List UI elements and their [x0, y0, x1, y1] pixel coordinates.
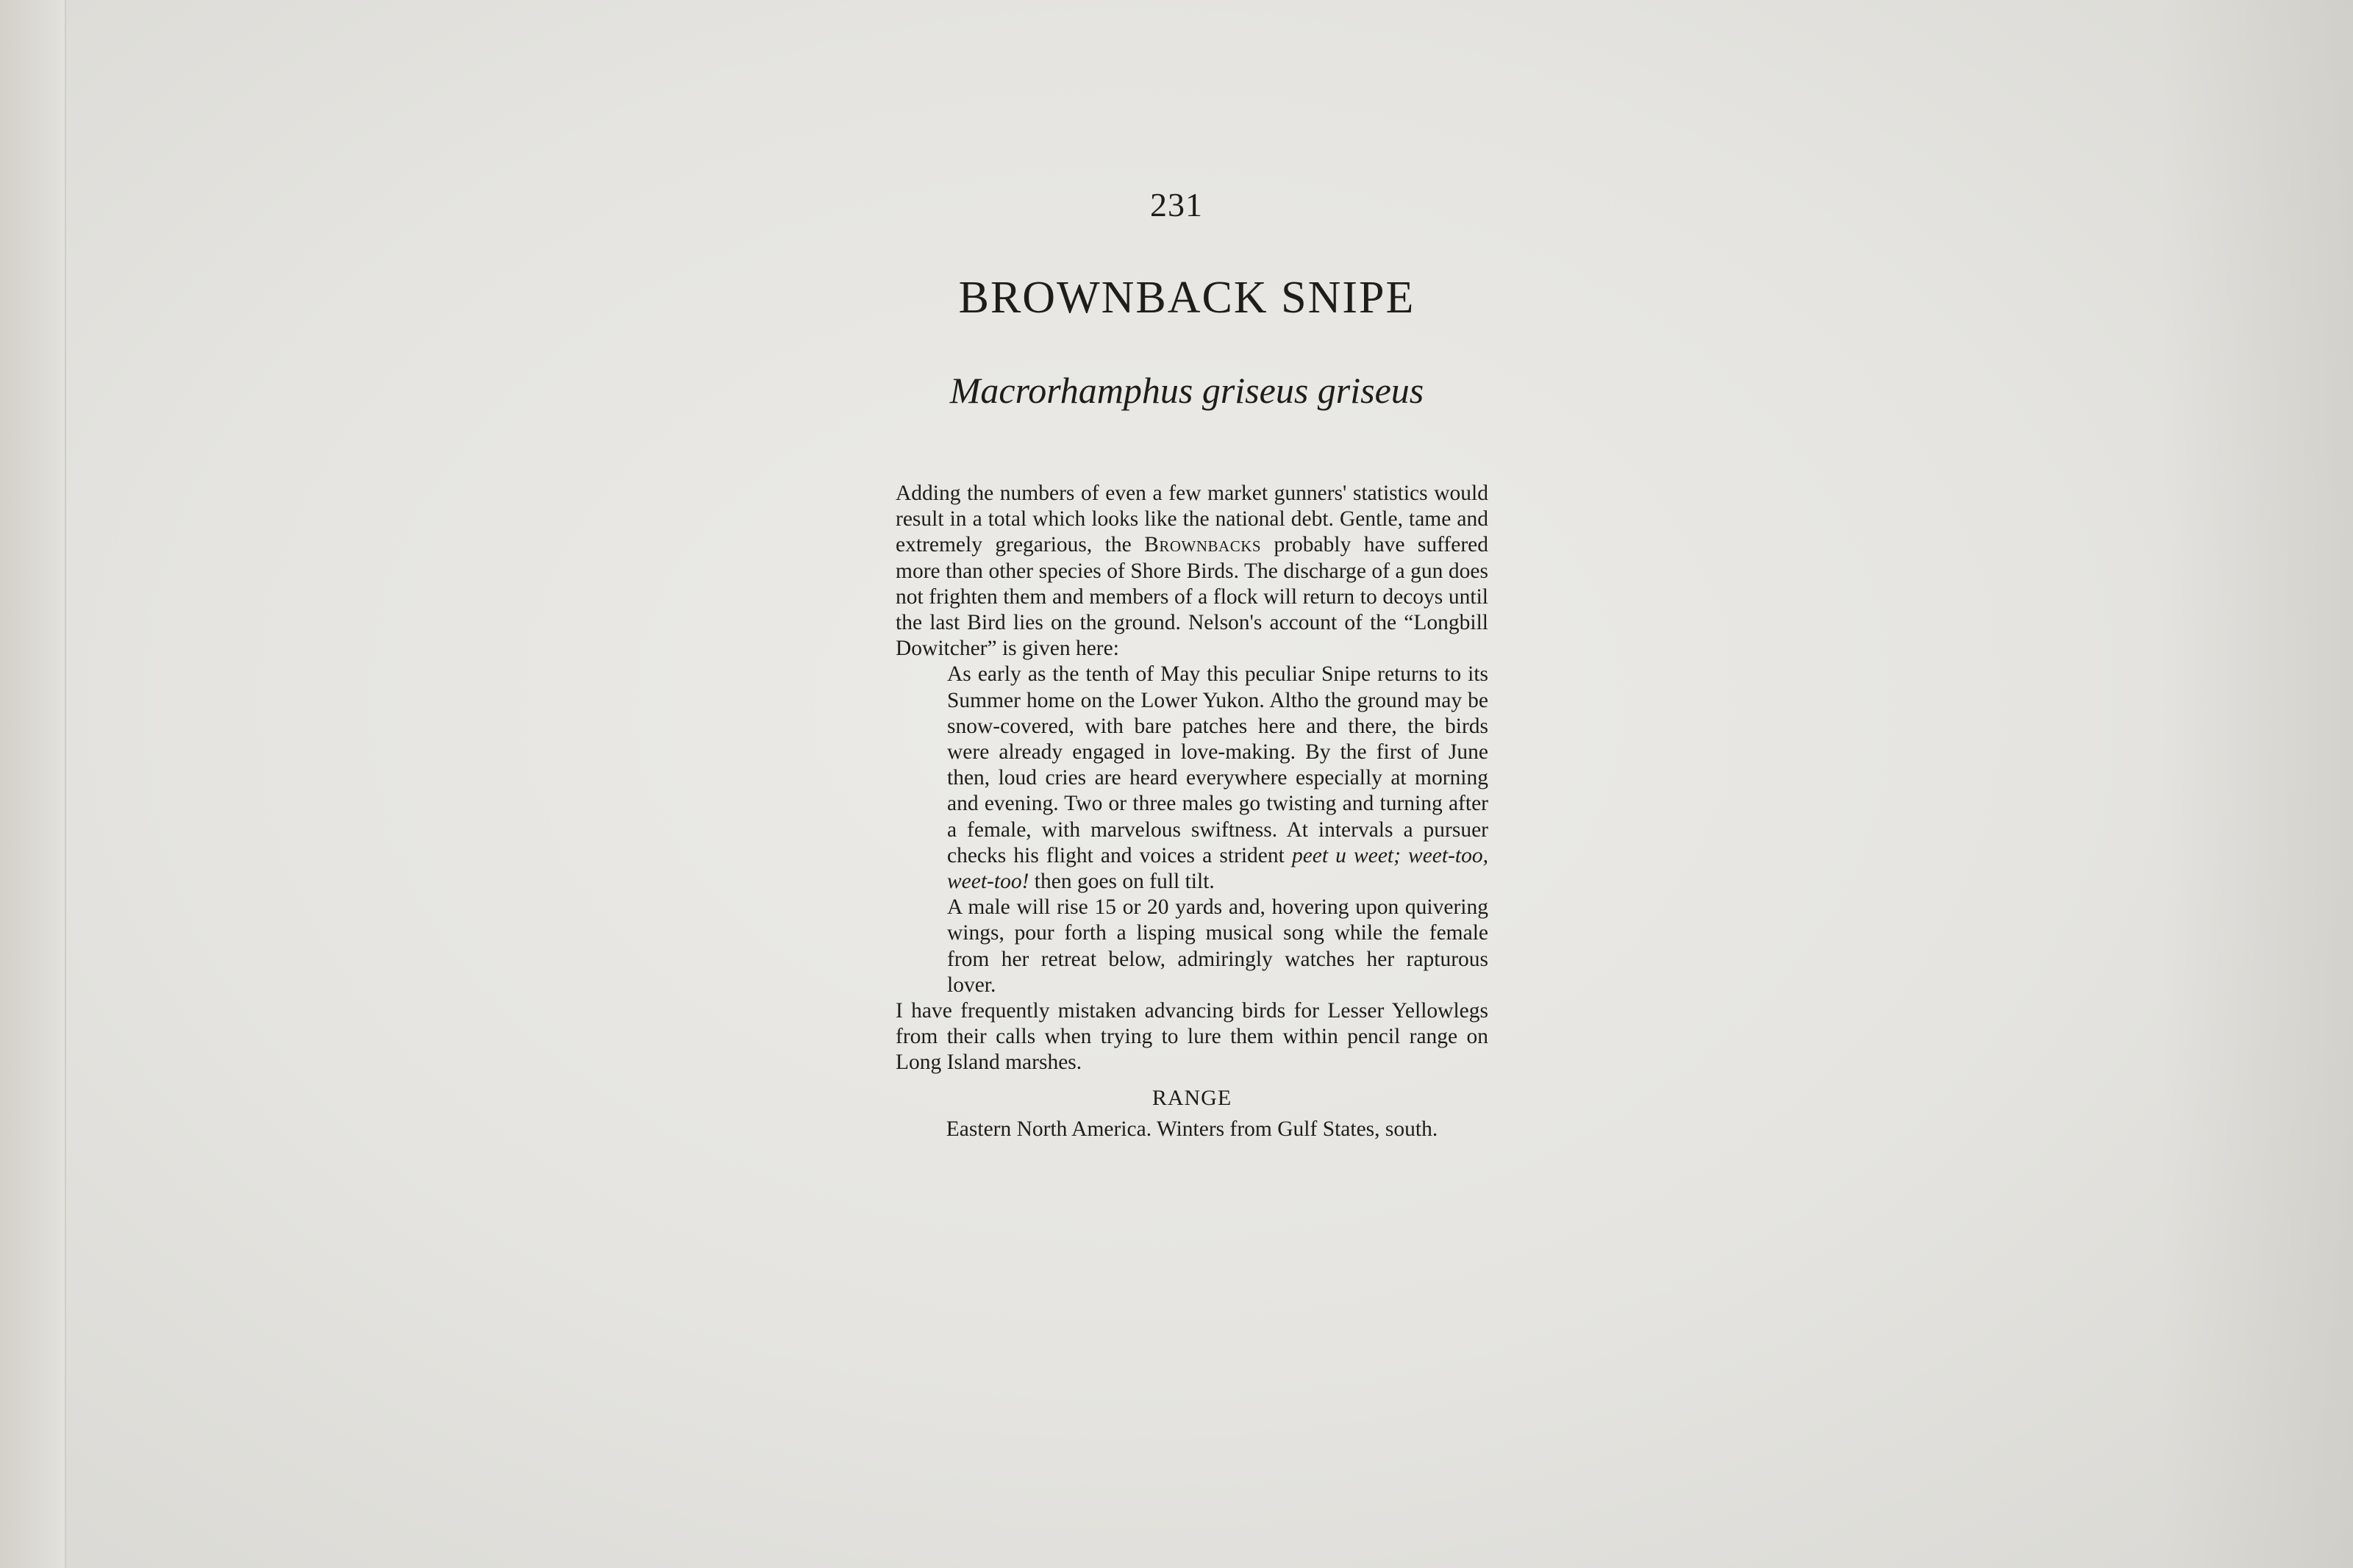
page-title: BROWNBACK SNIPE — [958, 273, 1415, 323]
quote-paragraph-2: A male will rise 15 or 20 yards and, hovering upon quivering wings, pour forth a lisping musical song while the female from her retreat below, admiringly watches her rapturous lover. — [947, 895, 1488, 997]
page-number: 231 — [1150, 186, 1203, 223]
species-small-caps: Brownbacks — [1144, 533, 1262, 557]
page-binding-edge — [0, 0, 66, 1568]
nelson-quote — [947, 662, 1488, 998]
bird-call-text: peet u weet; weet-too, weet-too! — [947, 843, 1488, 894]
range-text: Eastern North America. Winters from Gulf States, south. — [946, 1117, 1438, 1141]
intro-paragraph — [896, 481, 1488, 662]
quote-text: As early as the tenth of May this peculiar Snipe returns to its Summer home on the Lower Yukon. Altho the ground may be snow-covered, with bare patches here and there, the birds were already engaged in love-making. By the first of June then, loud cries are heard everywhere especially at morning and evening. Two or three males go twisting and turning after a female, with marvelous swiftness. At intervals a pursuer checks his flight and voices a strident — [947, 662, 1488, 867]
intro-text-start: Adding the numbers of even a few market gunners' statistics would result in a total which looks like the national debt. Gentle, tame and extremely gregarious, the — [896, 482, 1488, 557]
scientific-name: Macrorhamphus griseus griseus — [949, 370, 1424, 411]
closing-paragraph: I have frequently mistaken advancing birds for Lesser Yellowlegs from their calls when trying to lure them within pencil range on Long Island marshes. — [896, 999, 1488, 1075]
range-heading: RANGE — [1151, 1085, 1232, 1110]
quote-text-end: then goes on full tilt. — [1029, 870, 1215, 894]
intro-text-end: probably have suffered more than other species of Shore Birds. The discharge of a gun does not frighten them and members of a flock will return to decoys until the last Bird lies on the ground. Nelson's account of the “Longbill Dowitcher” is given here: — [896, 533, 1489, 661]
article-body — [896, 481, 1488, 1142]
quote-paragraph-1 — [947, 662, 1488, 895]
page-shadow — [2162, 0, 2353, 1568]
